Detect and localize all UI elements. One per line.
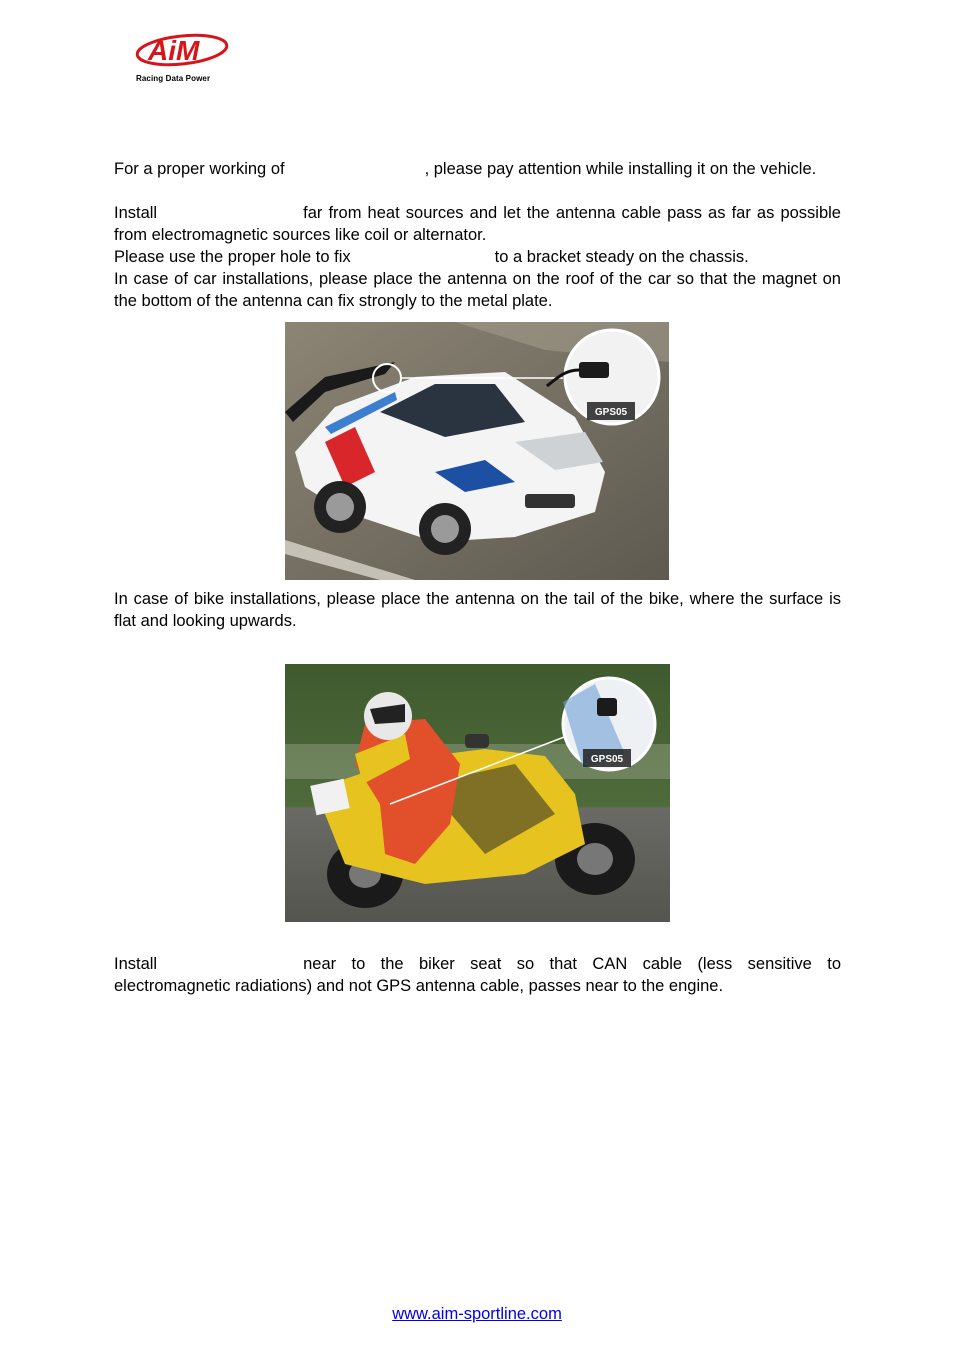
brand-tagline: Racing Data Power — [136, 74, 211, 83]
website-link[interactable]: www.aim-sportline.com — [392, 1305, 562, 1323]
paragraph-heat-sources: Install far from heat sources and let the antenna cable pass as far as possible from electromagnetic sources like coil or alternator. — [114, 204, 841, 244]
paragraph-car-installation: In case of car installations, please place the antenna on the roof of the car so that the magnet on the bottom of the antenna can fix strongly to the metal plate. — [114, 270, 841, 310]
paragraph-bracket: Please use the proper hole to fix to a bracket steady on the chassis. — [114, 248, 749, 266]
bike-callout-label: GPS05 — [590, 754, 624, 765]
car-callout-label: GPS05 — [594, 407, 628, 418]
car-installation-photo — [285, 322, 669, 580]
paragraph-proper-working: For a proper working of , please pay attention while installing it on the vehicle. — [114, 160, 817, 178]
footer — [0, 1305, 954, 1324]
paragraph-biker-seat: Install near to the biker seat so that CAN cable (less sensitive to electromagnetic radiations) and not GPS antenna cable, passes near to the engine. — [114, 955, 841, 995]
svg-text:AiM: AiM — [148, 35, 200, 66]
bike-installation-photo — [285, 664, 670, 922]
paragraph-bike-installation: In case of bike installations, please place the antenna on the tail of the bike, where the surface is flat and looking upwards. — [114, 590, 841, 630]
